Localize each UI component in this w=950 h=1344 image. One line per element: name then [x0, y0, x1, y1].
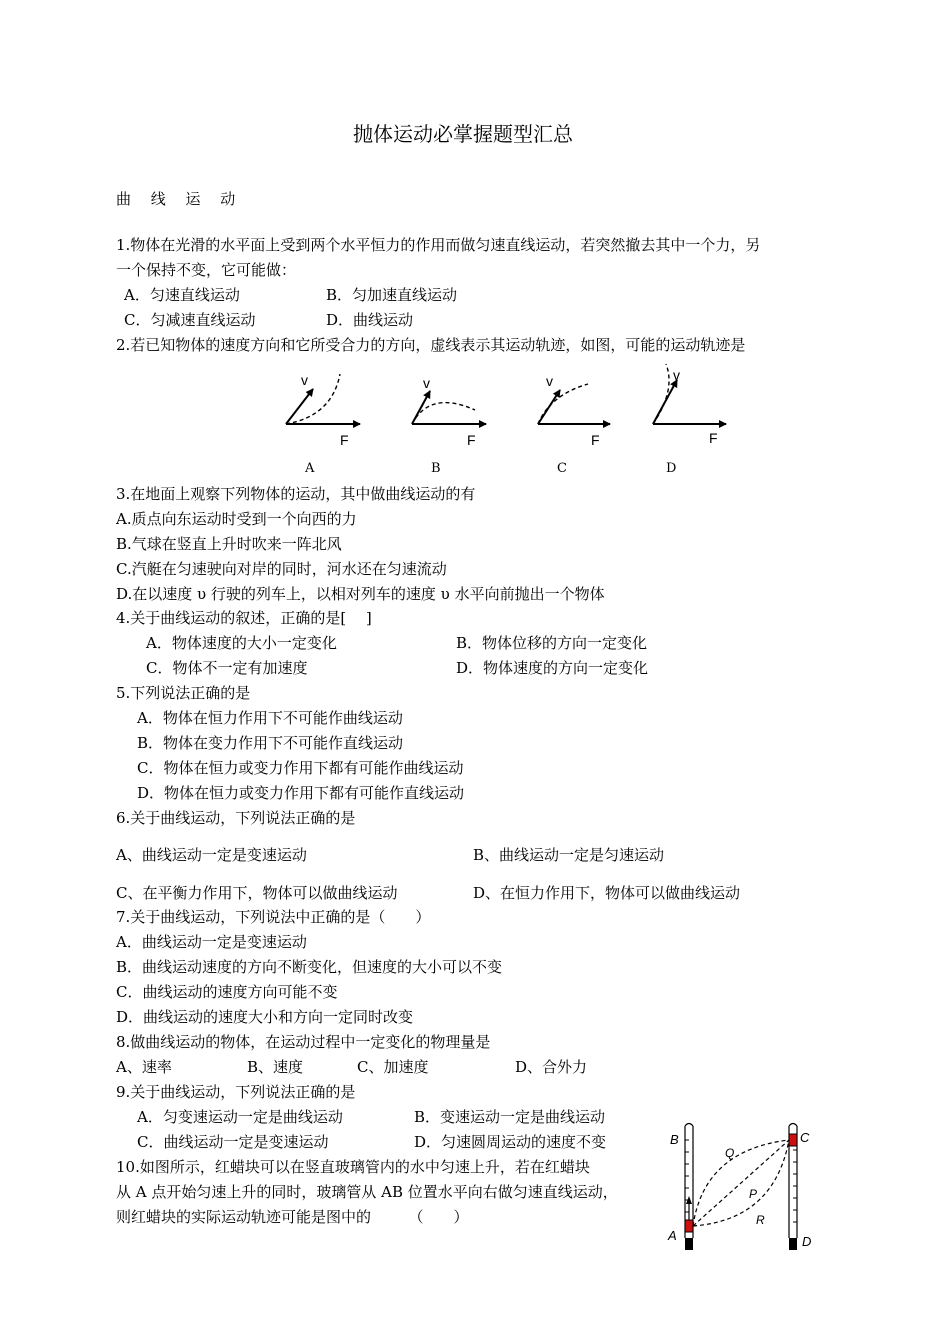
q4-option-c: C．物体不一定有加速度	[146, 659, 308, 677]
q3-option-b: B.气球在竖直上升时吹来一阵北风	[116, 535, 342, 553]
label-r: R	[756, 1213, 765, 1227]
q5-option-b: B．物体在变力作用下不可能作直线运动	[137, 734, 404, 752]
q8-option-b: B、速度	[247, 1058, 304, 1076]
q2-figure-b	[412, 375, 486, 448]
q2-trajectory-figures	[270, 360, 740, 460]
q8-option-a: A、速率	[116, 1058, 172, 1076]
q2-caption-b: B	[431, 461, 441, 476]
q9-option-d: D．匀速圆周运动的速度不变	[414, 1133, 607, 1151]
q1-option-d: D．曲线运动	[326, 311, 414, 329]
v-label: v	[301, 372, 308, 388]
trajectory-curve	[538, 384, 588, 424]
q2-figure-c	[538, 373, 610, 448]
right-glass-tube	[789, 1124, 797, 1251]
q3-option-d: D.在以速度 υ 行驶的列车上，以相对列车的速度 υ 水平向前抛出一个物体	[116, 585, 605, 603]
q8-option-d: D、合外力	[515, 1058, 588, 1076]
v-label: v	[673, 367, 680, 383]
q2-figure-d	[653, 364, 726, 446]
q6-option-c: C、在平衡力作用下，物体可以做曲线运动	[116, 884, 398, 902]
q4-stem: 4.关于曲线运动的叙述，正确的是[ ]	[116, 609, 372, 627]
q5-option-c: C．物体在恒力或变力作用下都有可能作曲线运动	[137, 759, 464, 777]
q2-stem: 2.若已知物体的速度方向和它所受合力的方向，虚线表示其运动轨迹，如图，可能的运动轨迹是	[116, 336, 746, 354]
label-c: C	[800, 1130, 810, 1145]
q7-option-b: B．曲线运动速度的方向不断变化，但速度的大小可以不变	[116, 958, 503, 976]
q5-stem: 5.下列说法正确的是	[116, 684, 251, 702]
f-label: F	[709, 430, 718, 446]
velocity-arrow	[286, 389, 313, 424]
q3-option-c: C.汽艇在匀速驶向对岸的同时，河水还在匀速流动	[116, 560, 447, 578]
q2-figure-a	[286, 372, 360, 448]
q7-stem: 7.关于曲线运动，下列说法中正确的是（ ）	[116, 908, 431, 926]
q6-option-d: D、在恒力作用下，物体可以做曲线运动	[473, 884, 741, 902]
q9-option-a: A．匀变速运动一定是曲线运动	[137, 1108, 343, 1126]
f-label: F	[467, 432, 476, 448]
q6-option-a: A、曲线运动一定是变速运动	[116, 846, 307, 864]
label-d: D	[802, 1234, 812, 1249]
q6-stem: 6.关于曲线运动，下列说法正确的是	[116, 809, 356, 827]
q2-caption-d: D	[666, 461, 677, 476]
q1-stem-line1: 1.物体在光滑的水平面上受到两个水平恒力的作用而做匀速直线运动，若突然撤去其中一个力，另	[116, 236, 761, 254]
label-p: P	[749, 1187, 758, 1201]
q2-caption-c: C	[557, 461, 567, 476]
velocity-arrow	[538, 390, 560, 424]
label-a: A	[668, 1228, 677, 1243]
q1-stem-line2: 一个保持不变，它可能做：	[116, 261, 297, 279]
q3-stem: 3.在地面上观察下列物体的运动，其中做曲线运动的有	[116, 485, 476, 503]
q8-stem: 8.做曲线运动的物体，在运动过程中一定变化的物理量是	[116, 1033, 491, 1051]
q1-option-a: A．匀速直线运动	[124, 286, 240, 304]
q2-caption-a: A	[305, 461, 315, 476]
q10-glass-tube-figure	[664, 1120, 824, 1254]
q1-option-c: C．匀减速直线运动	[124, 311, 256, 329]
q9-option-c: C．曲线运动一定是变速运动	[137, 1133, 329, 1151]
label-b: B	[670, 1132, 679, 1147]
q10-stem-line3: 则红蜡块的实际运动轨迹可能是图中的 （ ）	[116, 1208, 469, 1226]
q9-option-b: B．变速运动一定是曲线运动	[414, 1108, 606, 1126]
q4-option-b: B．物体位移的方向一定变化	[456, 634, 648, 652]
q10-stem-line1: 10.如图所示，红蜡块可以在竖直玻璃管内的水中匀速上升，若在红蜡块	[116, 1158, 590, 1176]
section-heading: 曲 线 运 动	[116, 190, 236, 208]
q5-option-d: D．物体在恒力或变力作用下都有可能作直线运动	[137, 784, 465, 802]
f-label: F	[340, 432, 349, 448]
q7-option-d: D．曲线运动的速度大小和方向一定同时改变	[116, 1008, 414, 1026]
q7-option-a: A．曲线运动一定是变速运动	[116, 933, 307, 951]
left-glass-tube	[685, 1124, 693, 1251]
red-wax-block	[789, 1134, 797, 1146]
red-wax-block	[685, 1220, 693, 1232]
q1-option-b: B．匀加速直线运动	[326, 286, 458, 304]
v-label: v	[423, 375, 430, 391]
tube-stopper	[789, 1238, 797, 1250]
q8-option-c: C、加速度	[357, 1058, 429, 1076]
v-label: v	[546, 373, 553, 389]
tube-stopper	[685, 1238, 693, 1250]
page-title: 抛体运动必掌握题型汇总	[353, 122, 573, 146]
trajectory-curve	[286, 374, 340, 424]
q4-option-d: D．物体速度的方向一定变化	[456, 659, 649, 677]
q10-stem-line2: 从 A 点开始匀速上升的同时，玻璃管从 AB 位置水平向右做匀速直线运动，	[116, 1183, 618, 1201]
label-q: Q	[725, 1146, 735, 1160]
q7-option-c: C．曲线运动的速度方向可能不变	[116, 983, 338, 1001]
q4-option-a: A．物体速度的大小一定变化	[146, 634, 337, 652]
q3-option-a: A.质点向东运动时受到一个向西的力	[116, 510, 357, 528]
q6-option-b: B、曲线运动一定是匀速运动	[473, 846, 665, 864]
trajectory-curve	[653, 364, 669, 424]
q5-option-a: A．物体在恒力作用下不可能作曲线运动	[137, 709, 403, 727]
f-label: F	[591, 432, 600, 448]
q9-stem: 9.关于曲线运动，下列说法正确的是	[116, 1083, 356, 1101]
